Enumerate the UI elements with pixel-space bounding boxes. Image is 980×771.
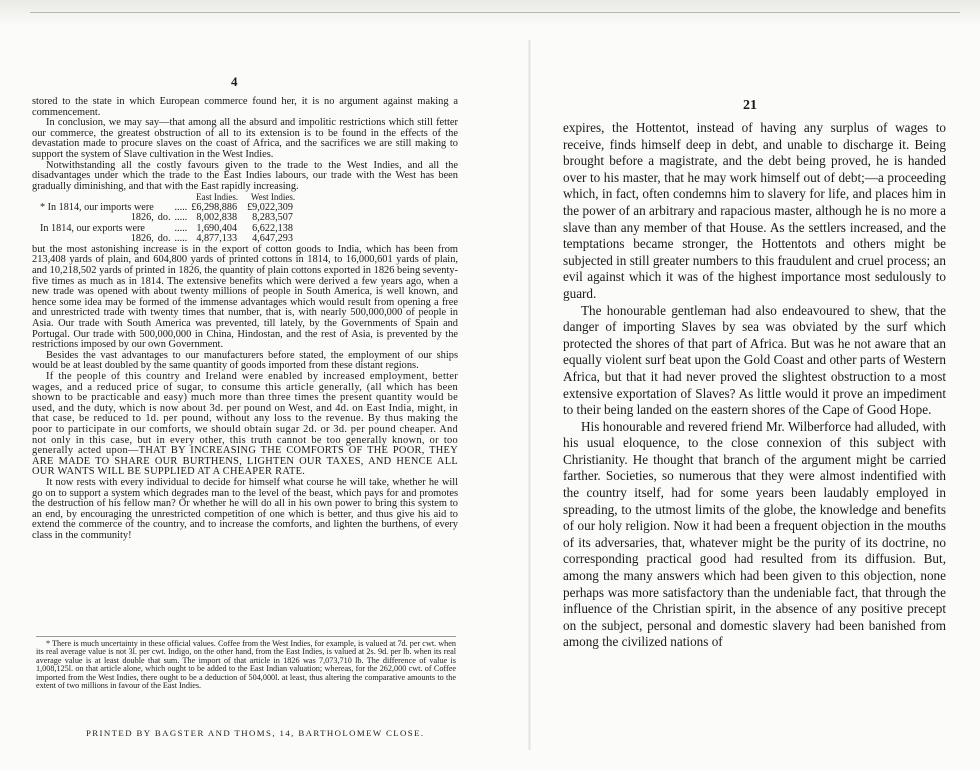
imports-exports-table [40,192,303,245]
right-paragraph-2: The honourable gentleman had also endeavoured to shew, that the danger of importing Slaves by sea was obviated by the surf which protected the shores of that part of Africa. But was he not aware that an equally violent surf beat upon the Gold Coast and other parts of Western Africa, but that it had never proved the slightest obstruction to a most extensive exportation of Slaves? As little would it prove an impediment to their being landed on the eastern shores of the Cape of Good Hope. [563,302,946,418]
row-east-value: £6,298,886 [191,201,238,213]
row-ditto: do. [157,212,171,224]
left-paragraph-2: In conclusion, we may say—that among all the absurd and impolitic restrictions which still fetter our commerce, the greatest obstruction of all to its extension is to be found in the effects of the devastation made to procure slaves on the coast of Africa, and the sacrifices we are still making to support the system of Slave cultivation in the West Indies. [32,117,458,160]
left-paragraph-7: It now rests with every individual to decide for himself what course he will take, whether he will go on to support a system which degrades man to the level of the beast, which pays for and promotes the destruction of his fellow man? Or whether he will do all in his own power to bring this system to an end, by encouraging the unrestricted competition of one which is better, and thus give his aid to extend the commerce of the country, and to increase the comforts, and lighten the burthens, of every class in the community! [32,476,458,541]
right-paragraph-3: His honourable and revered friend Mr. Wilberforce had alluded, with his usual eloquence, to the close connexion of this subject with Christianity. He thought that branch of the argument might be carried farther. Societies, so numerous that they were almost indentified with the country itself, had for some years been laudably employed in spreading, to the utmost limits of the globe, the knowledge and benefits of our holy religion. Now it had been a frequent objection in the mouths of its adversaries, that, whatever might be the purity of its doctrine, no corresponding practical good had resulted from its diffusion. But, among the many answers which had been given to this objection, none perhaps was more satisfactory than the undeniable fact, that through the influence of the Christian spirit, in the absence of any positive precept on the subject, personal and domestic slavery had been banished from among the civilized nations of [563,418,946,650]
row-east-value: 8,002,838 [196,212,238,224]
row-year: 1826, [130,212,154,224]
row-label: In 1814, our exports were [40,222,145,234]
row-west-value: 8,283,507 [252,212,293,224]
row-dots: ..... [174,233,188,245]
left-paragraph-3: Notwithstanding all the costly favours given to the trade to the West Indies, and all the disadvantages under which the trade to the East Indies labours, our trade with the West has been gradually diminishing, and that with the East rapidly increasing. [32,159,458,192]
scan-artifact-line [30,12,960,13]
row-east-value: 1,690,404 [196,222,238,234]
row-label: * In 1814, our imports were [40,201,154,213]
left-page-number: 4 [231,74,238,89]
right-paragraph-1: expires, the Hottentot, instead of having any surplus of wages to receive, finds himself deep in debt, and unable to discharge it. Being brought before a magistrate, and the debt being proved, he is handed over to his master, that he may work himself out of debt;—a proceeding which, in fact, often condemns him to slavery for life, and places him in the power of an arbitrary and rapacious master, although he is no more a slave than any member of that House. As the settlers increased, and the temptations became stronger, the Hottentots and others might be subjected in still greater numbers to this fraudulent and cruel process; an evil against which it was of the highest importance most sedulously to guard. [563,120,946,301]
left-paragraph-5: Besides the vast advantages to our manufacturers before stated, the employment of our ships would be at least doubled by the same quantity of goods imported from these distant regions. [32,349,458,372]
row-dots: ..... [174,222,188,234]
col-header-east-indies: East Indies. [196,192,239,203]
row-dots: ..... [174,212,188,224]
row-west-value: 6,622,138 [252,222,293,234]
right-page [563,94,946,651]
left-paragraph-6: If the people of this country and Ireland were enabled by increased employment, better wages, and a reduced price of sugar, to consume this article generally, (all which has been shown to be practicable and easy) much more than three times the present quantity would be used, and the duty, which is now about 3d. per pound on West, and 4d. on East India, might, in that case, be reduced to 1d. per pound, without any loss to the revenue. By thus making the poor to participate in our comforts, we should obtain sugar 2d. or 3d. per pound cheaper. And not only in this case, but in every other, this truth cannot be too generally known, or too generally acted upon—THAT BY INCREASING THE COMFORTS OF THE POOR, THEY ARE MADE TO SHARE OUR BURTHENS, LIGHTEN OUR TAXES, AND HENCE ALL OUR WANTS WILL BE SUPPLIED AT A CHEAPER RATE. [32,370,458,478]
left-paragraph-1: stored to the state in which European commerce found her, it is no argument against making a commencement. [32,96,458,118]
col-header-west-indies: West Indies. [250,192,296,203]
printer-imprint: PRINTED BY BAGSTER AND THOMS, 14, BARTHOLOMEW CLOSE. [86,728,425,738]
row-year: 1826, [130,233,154,245]
scan-top-band [0,0,980,26]
row-dots: ..... [174,201,188,213]
row-west-value: £9,022,309 [247,201,293,213]
left-page [32,72,458,541]
book-spine-gutter [528,40,531,750]
right-page-number: 21 [743,98,757,113]
footnote-text: * There is much uncertainty in these official values. Coffee from the West Indies, for example, is valued at 7d. per cwt. when its real average value is not 3l. per cwt. Indigo, on the other hand, from the East Indies, is valued at 2s. 9d. per lb. when its real average value is at least double that sum. The import of that article in 1826 was 7,073,710 lb. The difference of value is 1,008,125l. on that article alone, which ought to be added to the East Indian valuation; whereas, for the 262,000 cwt. of Coffee imported from the West Indies, there ought to be a deduction of 504,000l. at least, thus altering the comparative amounts to the extent of two millions in favour of the East Indies. [36,639,456,691]
left-footnote [36,636,456,690]
row-west-value: 4,647,293 [252,233,293,245]
row-east-value: 4,877,133 [196,233,238,245]
row-ditto: do. [157,233,171,245]
left-paragraph-4: but the most astonishing increase is in the export of cotton goods to India, which has been from 213,408 yards of plain, and 604,800 yards of printed cottons in 1814, to 16,000,601 yards of plain, and 10,218,502 yards of printed in 1826, the quantity of plain cottons exported in 1826 being seventy-five times as much as in 1814. The extensive benefits which were derived a few years ago, when a new trade was opened with about twenty millions of people in South America, is well known, and hence some idea may be formed of the immense advantages which would result from opening a free and unrestricted trade with twenty times that number, that is, with nearly 500,000,000 of people in Asia. Our trade with South America was prevented, till lately, by the Governments of Spain and Portugal. Our trade with 500,000,000 in China, Hindostan, and the rest of Asia, is prevented by the restrictions imposed by our own Government. [32,243,458,351]
